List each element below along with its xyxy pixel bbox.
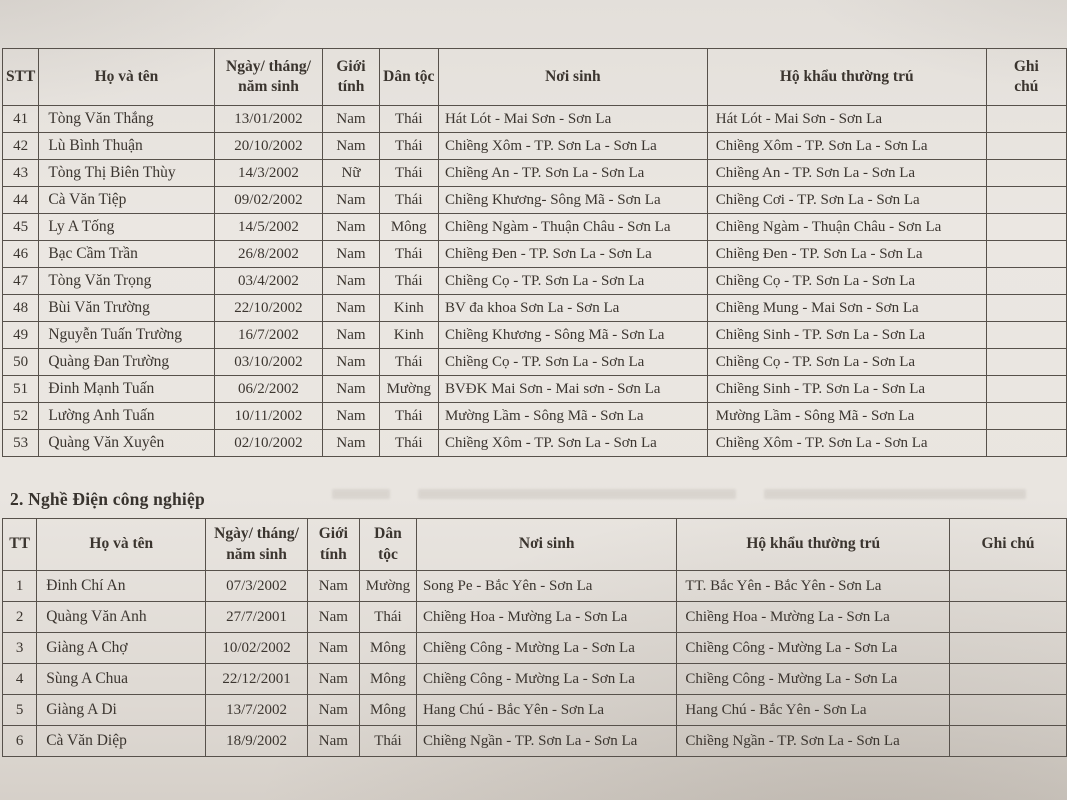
col-header-birthplace: Nơi sinh [438, 49, 707, 106]
data-cell: 09/02/2002 [214, 187, 323, 214]
row-number-cell: 1 [3, 571, 37, 602]
data-cell: Thái [379, 349, 438, 376]
table-row [3, 133, 1067, 160]
data-cell: Chiềng An - TP. Sơn La - Sơn La [707, 160, 986, 187]
data-cell: Thái [379, 133, 438, 160]
data-cell: Chiềng Công - Mường La - Sơn La [416, 633, 676, 664]
col-header-gender: Giới tính [307, 519, 359, 571]
data-cell: Kinh [379, 322, 438, 349]
data-cell: Hang Chú - Bắc Yên - Sơn La [677, 695, 950, 726]
data-cell: Nam [323, 187, 379, 214]
table-1-body [3, 106, 1067, 457]
table-2-header [3, 519, 1067, 571]
data-cell: Thái [359, 726, 416, 757]
data-cell [986, 160, 1066, 187]
data-cell [986, 268, 1066, 295]
data-cell: Bạc Cầm Trần [39, 241, 214, 268]
data-cell [986, 322, 1066, 349]
data-cell: 26/8/2002 [214, 241, 323, 268]
data-cell: Chiềng Ngàm - Thuận Châu - Sơn La [707, 214, 986, 241]
data-cell [986, 403, 1066, 430]
data-cell [986, 133, 1066, 160]
data-cell: Chiềng Công - Mường La - Sơn La [677, 633, 950, 664]
data-cell: Nam [323, 295, 379, 322]
data-cell: Sùng A Chua [37, 664, 206, 695]
table-row [3, 322, 1067, 349]
data-cell: Mường [379, 376, 438, 403]
data-cell: Thái [379, 106, 438, 133]
data-cell: 14/3/2002 [214, 160, 323, 187]
data-cell [950, 726, 1067, 757]
table-row [3, 571, 1067, 602]
row-number-cell: 2 [3, 602, 37, 633]
data-cell: Hát Lót - Mai Sơn - Sơn La [707, 106, 986, 133]
data-cell: 03/10/2002 [214, 349, 323, 376]
col-header-stt: STT [3, 49, 39, 106]
page-bleed-through [332, 485, 1067, 503]
data-cell: Kinh [379, 295, 438, 322]
data-cell: Nam [323, 106, 379, 133]
data-cell: Tòng Thị Biên Thùy [39, 160, 214, 187]
data-cell [986, 430, 1066, 457]
data-cell: Nam [307, 633, 359, 664]
data-cell: Ly A Tống [39, 214, 214, 241]
data-cell: Hát Lót - Mai Sơn - Sơn La [438, 106, 707, 133]
data-cell: Nam [307, 695, 359, 726]
data-cell: Chiềng Cọ - TP. Sơn La - Sơn La [438, 268, 707, 295]
row-number-cell: 4 [3, 664, 37, 695]
data-cell: Chiềng Xôm - TP. Sơn La - Sơn La [707, 133, 986, 160]
data-cell [986, 187, 1066, 214]
data-cell: Chiềng Khương- Sông Mã - Sơn La [438, 187, 707, 214]
data-cell: Đinh Chí An [37, 571, 206, 602]
trainee-list-table-1 [2, 48, 1067, 457]
row-number-cell: 48 [3, 295, 39, 322]
row-number-cell: 6 [3, 726, 37, 757]
table-row [3, 633, 1067, 664]
data-cell: Chiềng Cọ - TP. Sơn La - Sơn La [438, 349, 707, 376]
table-row [3, 726, 1067, 757]
data-cell: Nam [323, 349, 379, 376]
table-row [3, 160, 1067, 187]
col-header-name: Họ và tên [39, 49, 214, 106]
data-cell: 10/02/2002 [206, 633, 307, 664]
data-cell: Chiềng Xôm - TP. Sơn La - Sơn La [707, 430, 986, 457]
data-cell: Giàng A Chợ [37, 633, 206, 664]
data-cell: Thái [379, 268, 438, 295]
data-cell [986, 214, 1066, 241]
data-cell: Cà Văn Diệp [37, 726, 206, 757]
data-cell: Lường Anh Tuấn [39, 403, 214, 430]
data-cell: Chiềng Cọ - TP. Sơn La - Sơn La [707, 268, 986, 295]
data-cell: BV đa khoa Sơn La - Sơn La [438, 295, 707, 322]
data-cell: Thái [359, 602, 416, 633]
data-cell: Cà Văn Tiệp [39, 187, 214, 214]
data-cell: Chiềng Hoa - Mường La - Sơn La [677, 602, 950, 633]
col-header-gender: Giới tính [323, 49, 379, 106]
data-cell: Nữ [323, 160, 379, 187]
data-cell [950, 571, 1067, 602]
data-cell: Hang Chú - Bắc Yên - Sơn La [416, 695, 676, 726]
col-header-note: Ghi chú [950, 519, 1067, 571]
col-header-birthplace: Nơi sinh [416, 519, 676, 571]
table-row [3, 376, 1067, 403]
data-cell: 22/12/2001 [206, 664, 307, 695]
data-cell: Bùi Văn Trường [39, 295, 214, 322]
table-row [3, 214, 1067, 241]
table-row [3, 295, 1067, 322]
data-cell: Thái [379, 430, 438, 457]
data-cell: Thái [379, 241, 438, 268]
data-cell: 27/7/2001 [206, 602, 307, 633]
data-cell [986, 349, 1066, 376]
table-row [3, 430, 1067, 457]
data-cell: Nam [307, 571, 359, 602]
data-cell: Lù Bình Thuận [39, 133, 214, 160]
data-cell: Chiềng Đen - TP. Sơn La - Sơn La [438, 241, 707, 268]
data-cell: 22/10/2002 [214, 295, 323, 322]
data-cell: Nam [323, 241, 379, 268]
data-cell: 02/10/2002 [214, 430, 323, 457]
data-cell: Chiềng Khương - Sông Mã - Sơn La [438, 322, 707, 349]
data-cell: Mường Lầm - Sông Mã - Sơn La [707, 403, 986, 430]
data-cell: 20/10/2002 [214, 133, 323, 160]
data-cell: 18/9/2002 [206, 726, 307, 757]
row-number-cell: 45 [3, 214, 39, 241]
data-cell: Giàng A Di [37, 695, 206, 726]
col-header-ethnicity: Dân tộc [379, 49, 438, 106]
data-cell [986, 106, 1066, 133]
table-row [3, 349, 1067, 376]
data-cell: Nguyễn Tuấn Trường [39, 322, 214, 349]
row-number-cell: 47 [3, 268, 39, 295]
row-number-cell: 51 [3, 376, 39, 403]
data-cell: Quàng Đan Trường [39, 349, 214, 376]
data-cell: Nam [307, 726, 359, 757]
data-cell [950, 602, 1067, 633]
data-cell: Mông [379, 214, 438, 241]
data-cell: Quàng Văn Xuyên [39, 430, 214, 457]
col-header-tt: TT [3, 519, 37, 571]
data-cell: 16/7/2002 [214, 322, 323, 349]
table-row [3, 241, 1067, 268]
data-cell: 07/3/2002 [206, 571, 307, 602]
row-number-cell: 49 [3, 322, 39, 349]
data-cell: Mông [359, 664, 416, 695]
table-row [3, 664, 1067, 695]
data-cell: Chiềng Ngàm - Thuận Châu - Sơn La [438, 214, 707, 241]
data-cell [950, 664, 1067, 695]
data-cell: 10/11/2002 [214, 403, 323, 430]
row-number-cell: 44 [3, 187, 39, 214]
row-number-cell: 53 [3, 430, 39, 457]
data-cell: Chiềng Xôm - TP. Sơn La - Sơn La [438, 430, 707, 457]
data-cell: TT. Bắc Yên - Bắc Yên - Sơn La [677, 571, 950, 602]
col-header-dob: Ngày/ tháng/ năm sinh [206, 519, 307, 571]
data-cell: Chiềng Sinh - TP. Sơn La - Sơn La [707, 376, 986, 403]
data-cell: Chiềng Công - Mường La - Sơn La [416, 664, 676, 695]
col-header-ethnicity: Dân tộc [359, 519, 416, 571]
row-number-cell: 3 [3, 633, 37, 664]
data-cell [986, 241, 1066, 268]
data-cell: Thái [379, 403, 438, 430]
data-cell: Thái [379, 160, 438, 187]
data-cell [950, 695, 1067, 726]
data-cell: Thái [379, 187, 438, 214]
note-label: Ghi chú [1013, 57, 1039, 95]
data-cell: Mông [359, 695, 416, 726]
data-cell: Tòng Văn Thắng [39, 106, 214, 133]
col-header-note [986, 49, 1066, 106]
data-cell: 06/2/2002 [214, 376, 323, 403]
data-cell: Chiềng Hoa - Mường La - Sơn La [416, 602, 676, 633]
data-cell: Nam [323, 322, 379, 349]
col-header-residence: Hộ khẩu thường trú [677, 519, 950, 571]
table-row [3, 268, 1067, 295]
data-cell: Song Pe - Bắc Yên - Sơn La [416, 571, 676, 602]
table-row [3, 602, 1067, 633]
data-cell: Mường Lầm - Sông Mã - Sơn La [438, 403, 707, 430]
row-number-cell: 50 [3, 349, 39, 376]
data-cell: 14/5/2002 [214, 214, 323, 241]
row-number-cell: 52 [3, 403, 39, 430]
data-cell: Chiềng Cơi - TP. Sơn La - Sơn La [707, 187, 986, 214]
data-cell: Nam [323, 133, 379, 160]
table-2-body [3, 571, 1067, 757]
col-header-dob: Ngày/ tháng/ năm sinh [214, 49, 323, 106]
data-cell: Nam [323, 403, 379, 430]
data-cell: Chiềng Mung - Mai Sơn - Sơn La [707, 295, 986, 322]
table-row [3, 106, 1067, 133]
industrial-electricity-table [2, 518, 1067, 757]
data-cell: Nam [323, 430, 379, 457]
data-cell: 13/7/2002 [206, 695, 307, 726]
data-cell: Mông [359, 633, 416, 664]
table-row [3, 403, 1067, 430]
data-cell: Chiềng Xôm - TP. Sơn La - Sơn La [438, 133, 707, 160]
header-row [3, 49, 1067, 106]
data-cell: Quàng Văn Anh [37, 602, 206, 633]
data-cell: Chiềng Cọ - TP. Sơn La - Sơn La [707, 349, 986, 376]
row-number-cell: 46 [3, 241, 39, 268]
data-cell [986, 376, 1066, 403]
header-row [3, 519, 1067, 571]
row-number-cell: 42 [3, 133, 39, 160]
data-cell: Nam [323, 214, 379, 241]
data-cell: Mường [359, 571, 416, 602]
col-header-name: Họ và tên [37, 519, 206, 571]
data-cell: Chiềng An - TP. Sơn La - Sơn La [438, 160, 707, 187]
data-cell: Nam [323, 268, 379, 295]
data-cell: Đinh Mạnh Tuấn [39, 376, 214, 403]
data-cell: 03/4/2002 [214, 268, 323, 295]
data-cell: 13/01/2002 [214, 106, 323, 133]
data-cell: Tòng Văn Trọng [39, 268, 214, 295]
data-cell: Chiềng Đen - TP. Sơn La - Sơn La [707, 241, 986, 268]
table-1-header [3, 49, 1067, 106]
data-cell: Nam [307, 602, 359, 633]
table-row [3, 695, 1067, 726]
row-number-cell: 41 [3, 106, 39, 133]
data-cell: Nam [323, 376, 379, 403]
data-cell: Chiềng Ngần - TP. Sơn La - Sơn La [677, 726, 950, 757]
row-number-cell: 5 [3, 695, 37, 726]
section-2-title: 2. Nghề Điện công nghiệp [10, 489, 205, 509]
data-cell: BVĐK Mai Sơn - Mai sơn - Sơn La [438, 376, 707, 403]
table-row [3, 187, 1067, 214]
row-number-cell: 43 [3, 160, 39, 187]
data-cell [986, 295, 1066, 322]
data-cell [950, 633, 1067, 664]
data-cell: Chiềng Sinh - TP. Sơn La - Sơn La [707, 322, 986, 349]
data-cell: Chiềng Ngần - TP. Sơn La - Sơn La [416, 726, 676, 757]
data-cell: Nam [307, 664, 359, 695]
col-header-residence: Hộ khẩu thường trú [707, 49, 986, 106]
data-cell: Chiềng Công - Mường La - Sơn La [677, 664, 950, 695]
